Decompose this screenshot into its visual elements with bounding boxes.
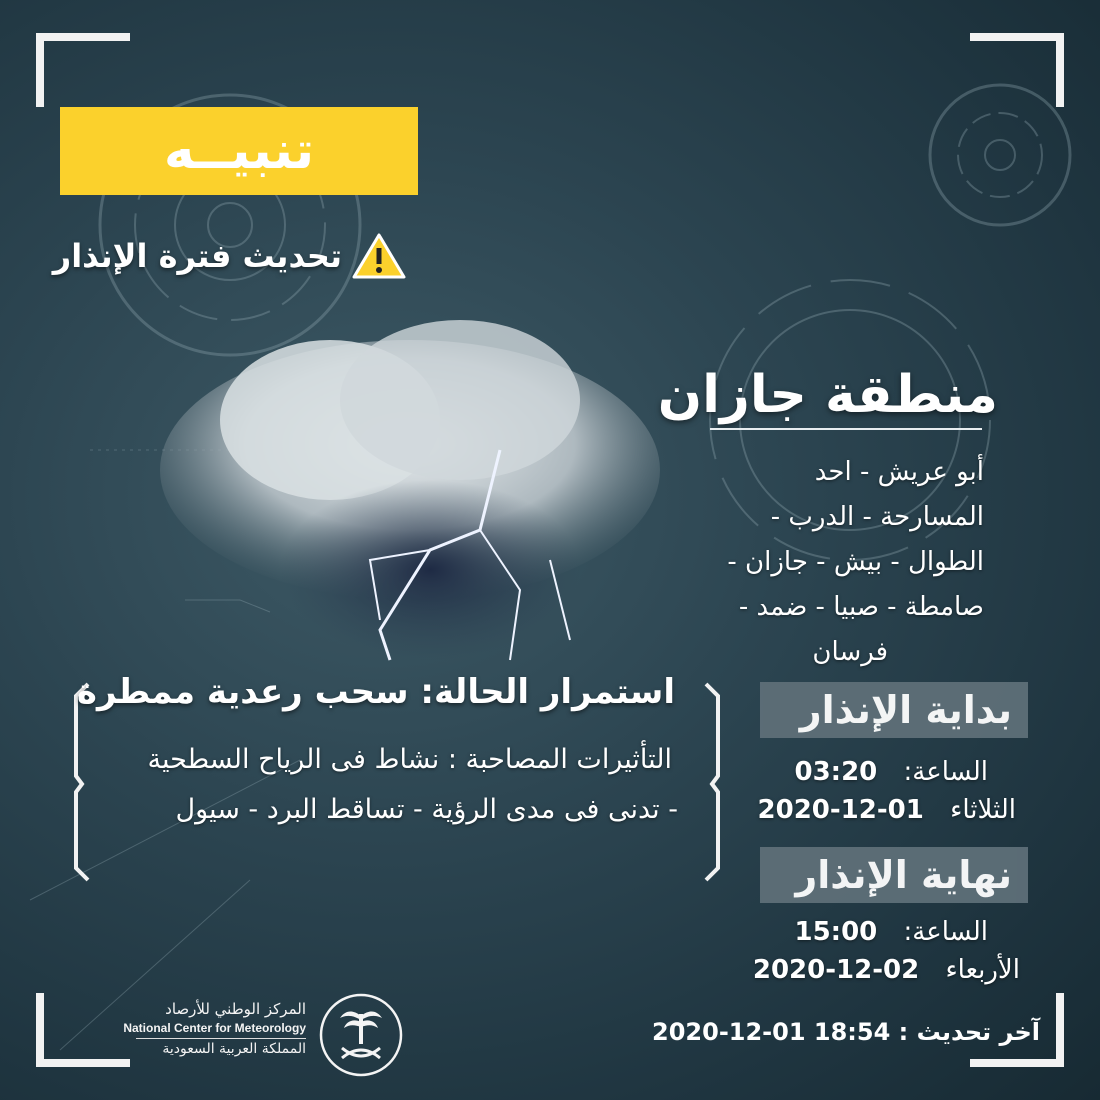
effects-line: التأثيرات المصاحبة : نشاط فى الرياح السطحية [147, 744, 672, 775]
corner-bracket-top-left [36, 33, 130, 107]
time-value: 03:20 [794, 757, 878, 787]
last-update-value: 2020-12-01 18:54 [652, 1018, 891, 1046]
update-notice-text: تحديث فترة الإنذار [52, 237, 342, 275]
effects-line: - تدنى فى مدى الرؤية - تساقط البرد - سيول [175, 794, 678, 825]
warning-icon [352, 232, 406, 280]
time-label: الساعة: [903, 757, 988, 787]
alert-title: تنبيــه [163, 121, 315, 181]
cities-list [664, 450, 984, 675]
storm-cloud-illustration [130, 300, 670, 700]
organization-country: المملكة العربية السعودية [162, 1041, 306, 1057]
region-underline [710, 428, 982, 430]
time-value: 15:00 [794, 917, 878, 947]
warning-start-label: بداية الإنذار [799, 688, 1012, 732]
saudi-emblem-icon [318, 992, 404, 1078]
warning-start-label-box [760, 682, 1028, 738]
warning-end-label: نهاية الإنذار [795, 853, 1012, 897]
warning-start-date [758, 795, 1016, 825]
warning-start-time [794, 757, 988, 787]
region-title: منطقة جازان [657, 365, 998, 425]
corner-bracket-top-right [970, 33, 1064, 107]
update-notice [53, 232, 406, 280]
cities-line: الطوال - بيش - جازان - [727, 547, 984, 577]
date-value: 2020-12-02 [752, 955, 920, 985]
last-update-label: آخر تحديث : [898, 1018, 1040, 1046]
last-update [652, 1018, 1040, 1046]
time-label: الساعة: [903, 917, 988, 947]
status-heading: استمرار الحالة: سحب رعدية ممطرة [76, 672, 675, 712]
cities-line: أبو عريش - احد [814, 457, 984, 487]
organization-name-block [116, 1000, 306, 1057]
date-value: 2020-12-01 [757, 795, 924, 825]
warning-end-time [794, 917, 988, 947]
cities-line: صامطة - صبيا - ضمد - [738, 592, 984, 622]
day-label: الثلاثاء [950, 795, 1016, 825]
cities-line: المسارحة - الدرب - [770, 502, 984, 532]
organization-name-en: National Center for Meteorology [123, 1021, 306, 1035]
warning-end-label-box [760, 847, 1028, 903]
warning-end-date [753, 955, 1020, 985]
alert-banner [60, 107, 418, 195]
cities-line: فرسان [812, 637, 888, 667]
day-label: الأربعاء [945, 955, 1020, 985]
organization-name-ar: المركز الوطني للأرصاد [165, 1000, 306, 1018]
